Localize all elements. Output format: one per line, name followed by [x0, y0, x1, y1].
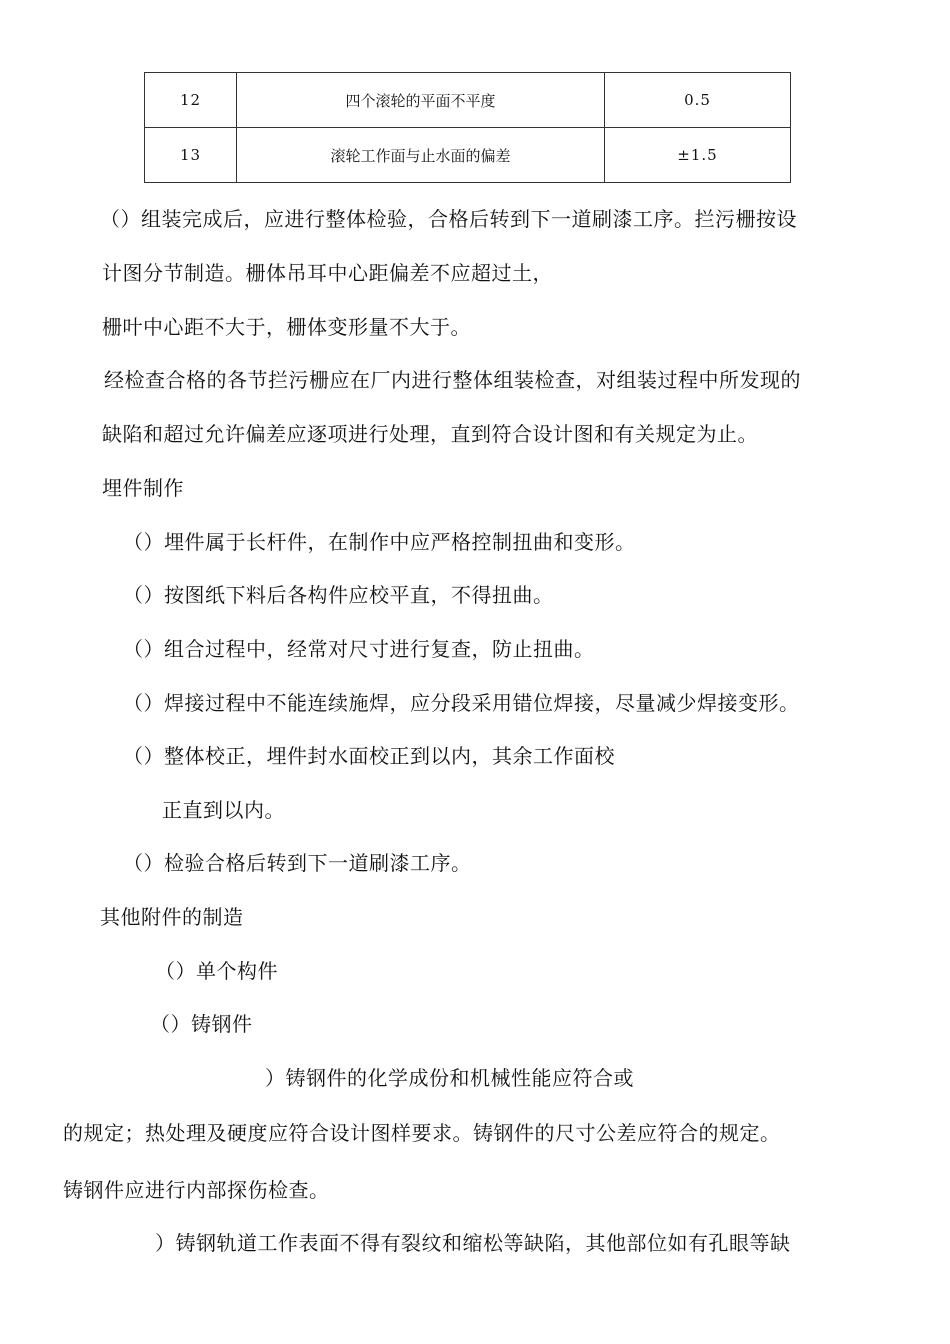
paragraph-line: 缺陷和超过允许偏差应逐项进行处理，直到符合设计图和有关规定为止。: [102, 422, 758, 446]
list-item: （）组合过程中，经常对尺寸进行复查，防止扭曲。: [123, 637, 595, 661]
tolerance-table: [144, 72, 791, 183]
subsection-heading: （）单个构件: [155, 959, 278, 983]
paragraph-line: 铸钢件应进行内部探伤检查。: [63, 1178, 330, 1202]
paragraph-line: ）铸钢轨道工作表面不得有裂纹和缩松等缺陷，其他部位如有孔眼等缺: [155, 1231, 791, 1255]
section-heading: 埋件制作: [102, 476, 184, 500]
paragraph-line: 的规定；热处理及硬度应符合设计图样要求。铸钢件的尺寸公差应符合的规定。: [63, 1121, 781, 1145]
table-row: [145, 73, 791, 128]
list-item: （）按图纸下料后各构件应校平直，不得扭曲。: [123, 583, 554, 607]
list-item: （）检验合格后转到下一道刷漆工序。: [123, 851, 472, 875]
paragraph-line: 经检查合格的各节拦污栅应在厂内进行整体组装检查，对组装过程中所发现的: [104, 368, 801, 392]
list-item: （）焊接过程中不能连续施焊，应分段采用错位焊接，尽量减少焊接变形。: [123, 691, 800, 715]
row-number: 13: [145, 128, 237, 183]
list-item: （）埋件属于长杆件，在制作中应严格控制扭曲和变形。: [123, 530, 636, 554]
paragraph-line: 栅叶中心距不大于，栅体变形量不大于。: [102, 315, 471, 339]
list-item: （）整体校正，埋件封水面校正到以内，其余工作面校: [123, 744, 615, 768]
row-item: 滚轮工作面与止水面的偏差: [237, 128, 605, 183]
section-heading: 其他附件的制造: [100, 905, 244, 929]
row-value: ±1.5: [605, 128, 791, 183]
row-value: 0.5: [605, 73, 791, 128]
paragraph-line: 计图分节制造。栅体吊耳中心距偏差不应超过土，: [102, 261, 553, 285]
row-item: 四个滚轮的平面不平度: [237, 73, 605, 128]
table-row: [145, 128, 791, 183]
subsection-heading: （）铸钢件: [150, 1012, 253, 1036]
paragraph-line: ）铸钢件的化学成份和机械性能应符合或: [265, 1066, 634, 1090]
row-number: 12: [145, 73, 237, 128]
paragraph-line: （）组装完成后，应进行整体检验，合格后转到下一道刷漆工序。拦污栅按设: [100, 207, 797, 231]
list-item-continuation: 正直到以内。: [162, 798, 285, 822]
